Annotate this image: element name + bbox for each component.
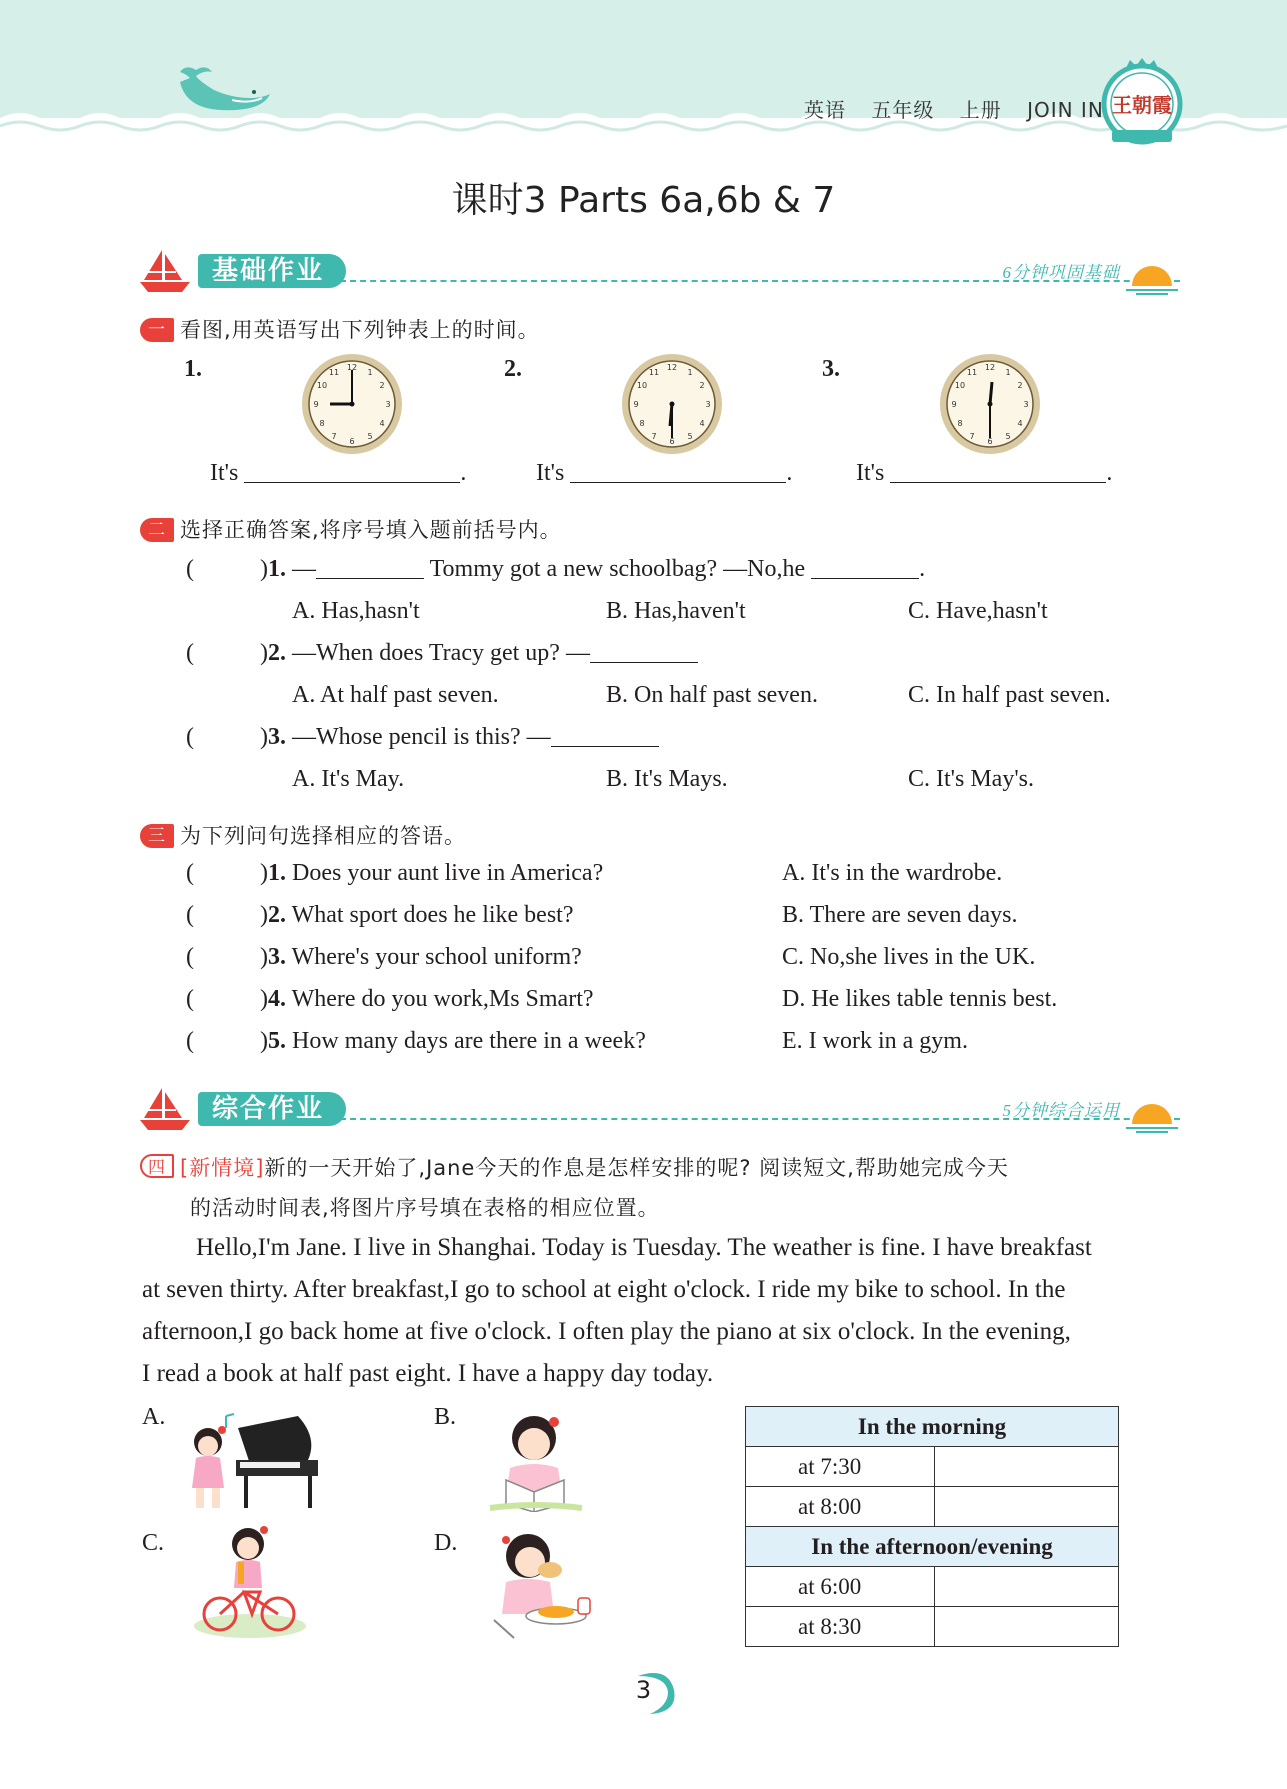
svg-text:5: 5 [1005, 432, 1011, 441]
clock-icon-nine [300, 352, 404, 456]
clock-icon-six-thirty [620, 352, 724, 456]
svg-text:3: 3 [705, 400, 711, 409]
q2-item-1: ( )1. — Tommy got a new schoolbag? —No,he . [186, 556, 926, 582]
q2-instruction [140, 514, 562, 544]
q3-instruction-text: 为下列问句选择相应的答语。 [180, 824, 466, 848]
svg-text:6: 6 [669, 437, 675, 446]
picture-label-d: D. [434, 1530, 458, 1556]
picture-label-c: C. [142, 1530, 165, 1556]
table-row [746, 1407, 1119, 1447]
passage-line-1: Hello,I'm Jane. I live in Shanghai. Today is Tuesday. The weather is fine. I have breakfast [196, 1234, 1092, 1261]
q3-answer-d: D. He likes table tennis best. [782, 986, 1058, 1012]
series-label: JOIN IN [1027, 98, 1104, 122]
grade-label: 五年级 [871, 98, 935, 122]
girl-eating-breakfast-picture [484, 1528, 594, 1640]
time-cell: at 8:00 [746, 1487, 935, 1527]
q1-instruction [140, 314, 540, 344]
svg-text:5: 5 [367, 432, 373, 441]
table-row [746, 1487, 1119, 1527]
q1-prefix-2: It's [536, 460, 565, 486]
svg-text:1: 1 [687, 368, 693, 377]
q2-stem-1a: — [292, 556, 316, 582]
q3-question-1: ( )1. Does your aunt live in America? [186, 860, 604, 886]
section-note-basic: 6分钟巩固基础 [1002, 263, 1120, 282]
svg-text:11: 11 [328, 368, 340, 377]
section-label-basic: 基础作业 [198, 254, 346, 288]
sailboat-icon [140, 1086, 190, 1130]
q2-stem-2: —When does Tracy get up? — [292, 640, 590, 666]
q1-answer-1: It's . [210, 460, 467, 486]
passage-line-3: afternoon,I go back home at five o'clock. I often play the piano at six o'clock. In the evening, [142, 1318, 1071, 1345]
q2-1-option-c[interactable]: C. Have,hasn't [908, 598, 1048, 624]
q3-num-5: 5. [268, 1028, 286, 1054]
svg-text:9: 9 [313, 400, 319, 409]
volume-label: 上册 [959, 98, 1002, 122]
answer-blank[interactable] [244, 461, 460, 483]
brand-name: 王朝霞 [1112, 93, 1172, 117]
sunrise-icon [1124, 256, 1180, 296]
q3-answer-a: A. It's in the wardrobe. [782, 860, 1003, 886]
svg-text:12: 12 [666, 363, 678, 372]
clock-3-number: 3. [822, 356, 840, 382]
q3-text-5: How many days are there in a week? [292, 1028, 646, 1054]
section-label-comprehensive: 综合作业 [198, 1092, 346, 1126]
svg-text:11: 11 [648, 368, 660, 377]
picture-label-b: B. [434, 1404, 457, 1430]
svg-text:1: 1 [1005, 368, 1011, 377]
table-row [746, 1447, 1119, 1487]
answer-blank[interactable] [570, 461, 786, 483]
q2-3-option-a[interactable]: A. It's May. [292, 766, 405, 792]
q3-question-2: ( )2. What sport does he like best? [186, 902, 574, 928]
svg-text:8: 8 [639, 419, 645, 428]
svg-text:7: 7 [969, 432, 975, 441]
section-banner-comprehensive [140, 1086, 1180, 1140]
q2-badge: 二 [140, 518, 174, 542]
lesson-title: 课时3 Parts 6a,6b & 7 [451, 180, 836, 221]
passage-line-4: I read a book at half past eight. I have a happy day today. [142, 1360, 714, 1387]
answer-blank[interactable] [551, 725, 659, 747]
q2-num-3: 3. [268, 724, 286, 750]
girl-playing-piano-picture [178, 1408, 326, 1512]
q4-badge: 四 [140, 1154, 174, 1178]
svg-text:9: 9 [633, 400, 639, 409]
subject-label: 英语 [804, 98, 846, 122]
q2-item-3: ( )3. —Whose pencil is this? — [186, 724, 659, 751]
time-cell: at 7:30 [746, 1447, 935, 1487]
q4-instruction [140, 1152, 1009, 1182]
q2-3-option-c[interactable]: C. It's May's. [908, 766, 1034, 792]
picture-label-a: A. [142, 1404, 166, 1430]
q3-num-2: 2. [268, 902, 286, 928]
girl-reading-picture [486, 1408, 586, 1512]
answer-cell[interactable] [935, 1487, 1119, 1527]
q2-stem-3: —Whose pencil is this? — [292, 724, 551, 750]
clock-2-number: 2. [504, 356, 522, 382]
svg-text:7: 7 [331, 432, 337, 441]
svg-text:10: 10 [954, 381, 966, 390]
q2-3-option-b[interactable]: B. It's Mays. [606, 766, 728, 792]
svg-text:2: 2 [699, 381, 705, 390]
q3-badge: 三 [140, 824, 174, 848]
svg-text:12: 12 [984, 363, 996, 372]
q2-num-2: 2. [268, 640, 286, 666]
svg-text:5: 5 [687, 432, 693, 441]
evening-header: In the afternoon/evening [746, 1527, 1119, 1567]
schedule-table [745, 1406, 1119, 1647]
svg-text:7: 7 [651, 432, 657, 441]
q1-answer-2: It's . [536, 460, 793, 486]
q2-stem-1b: Tommy got a new schoolbag? —No,he [424, 556, 812, 582]
q2-num-1: 1. [268, 556, 286, 582]
answer-blank[interactable] [316, 557, 424, 579]
q2-stem-1c: . [919, 556, 926, 582]
svg-text:6: 6 [987, 437, 993, 446]
svg-text:3: 3 [1023, 400, 1029, 409]
svg-text:4: 4 [699, 419, 705, 428]
q3-answer-b: B. There are seven days. [782, 902, 1018, 928]
q2-2-option-b[interactable]: B. On half past seven. [606, 682, 818, 708]
q3-answer-c: C. No,she lives in the UK. [782, 944, 1036, 970]
header-wave-band [0, 0, 1287, 150]
section-note-comprehensive: 5分钟综合运用 [1002, 1101, 1120, 1120]
q4-tag: [新情境] [180, 1156, 265, 1180]
answer-cell[interactable] [935, 1567, 1119, 1607]
q3-question-5: ( )5. How many days are there in a week? [186, 1028, 646, 1054]
svg-text:10: 10 [316, 381, 328, 390]
svg-text:12: 12 [346, 363, 358, 372]
q1-prefix-1: It's [210, 460, 239, 486]
svg-text:4: 4 [1017, 419, 1023, 428]
passage-line-2: at seven thirty. After breakfast,I go to school at eight o'clock. I ride my bike to school. In the [142, 1276, 1066, 1303]
table-row [746, 1527, 1119, 1567]
q2-2-option-a[interactable]: A. At half past seven. [292, 682, 499, 708]
q3-num-3: 3. [268, 944, 286, 970]
q1-prefix-3: It's [856, 460, 885, 486]
answer-cell[interactable] [935, 1447, 1119, 1487]
table-row [746, 1607, 1119, 1647]
q2-1-option-a[interactable]: A. Has,hasn't [292, 598, 420, 624]
q3-question-4: ( )4. Where do you work,Ms Smart? [186, 986, 594, 1012]
q3-question-3: ( )3. Where's your school uniform? [186, 944, 582, 970]
answer-blank[interactable] [811, 557, 919, 579]
svg-text:9: 9 [951, 400, 957, 409]
q2-instruction-text: 选择正确答案,将序号填入题前括号内。 [180, 518, 562, 542]
morning-header: In the morning [746, 1407, 1119, 1447]
q3-num-4: 4. [268, 986, 286, 1012]
q4-instruction-line2: 的活动时间表,将图片序号填在表格的相应位置。 [190, 1196, 660, 1220]
svg-text:8: 8 [319, 419, 325, 428]
q3-text-3: Where's your school uniform? [291, 944, 582, 970]
svg-text:8: 8 [957, 419, 963, 428]
svg-text:4: 4 [379, 419, 385, 428]
svg-text:10: 10 [636, 381, 648, 390]
q3-num-1: 1. [268, 860, 286, 886]
svg-text:2: 2 [379, 381, 385, 390]
time-cell: at 6:00 [746, 1567, 935, 1607]
q1-answer-3: It's . [856, 460, 1113, 486]
q3-text-4: Where do you work,Ms Smart? [291, 986, 594, 1012]
sailboat-icon [140, 248, 190, 292]
q3-text-2: What sport does he like best? [291, 902, 574, 928]
svg-text:3: 3 [385, 400, 391, 409]
svg-text:11: 11 [966, 368, 978, 377]
q3-answer-e: E. I work in a gym. [782, 1028, 968, 1054]
sunrise-icon [1124, 1094, 1180, 1134]
q3-instruction [140, 820, 466, 850]
answer-cell[interactable] [935, 1607, 1119, 1647]
time-cell: at 8:30 [746, 1607, 935, 1647]
q2-item-2: ( )2. —When does Tracy get up? — [186, 640, 698, 667]
svg-text:2: 2 [1017, 381, 1023, 390]
section-banner-basic [140, 248, 1180, 302]
q2-1-option-b[interactable]: B. Has,haven't [606, 598, 746, 624]
header-meta [804, 94, 1122, 123]
clock-icon-twelve-thirty [938, 352, 1042, 456]
answer-blank[interactable] [890, 461, 1106, 483]
svg-text:1: 1 [367, 368, 373, 377]
svg-text:6: 6 [349, 437, 355, 446]
q4-instruction-line1: 新的一天开始了,Jane今天的作息是怎样安排的呢? 阅读短文,帮助她完成今天 [264, 1156, 1009, 1180]
q3-text-1: Does your aunt live in America? [292, 860, 604, 886]
q1-instruction-text: 看图,用英语写出下列钟表上的时间。 [180, 318, 540, 342]
brand-logo [1100, 58, 1184, 150]
q2-2-option-c[interactable]: C. In half past seven. [908, 682, 1111, 708]
girl-riding-bike-picture [190, 1522, 310, 1640]
page-number: 3 [635, 1676, 652, 1704]
answer-blank[interactable] [590, 641, 698, 663]
table-row [746, 1567, 1119, 1607]
clock-1-number: 1. [184, 356, 202, 382]
q1-badge: 一 [140, 318, 174, 342]
